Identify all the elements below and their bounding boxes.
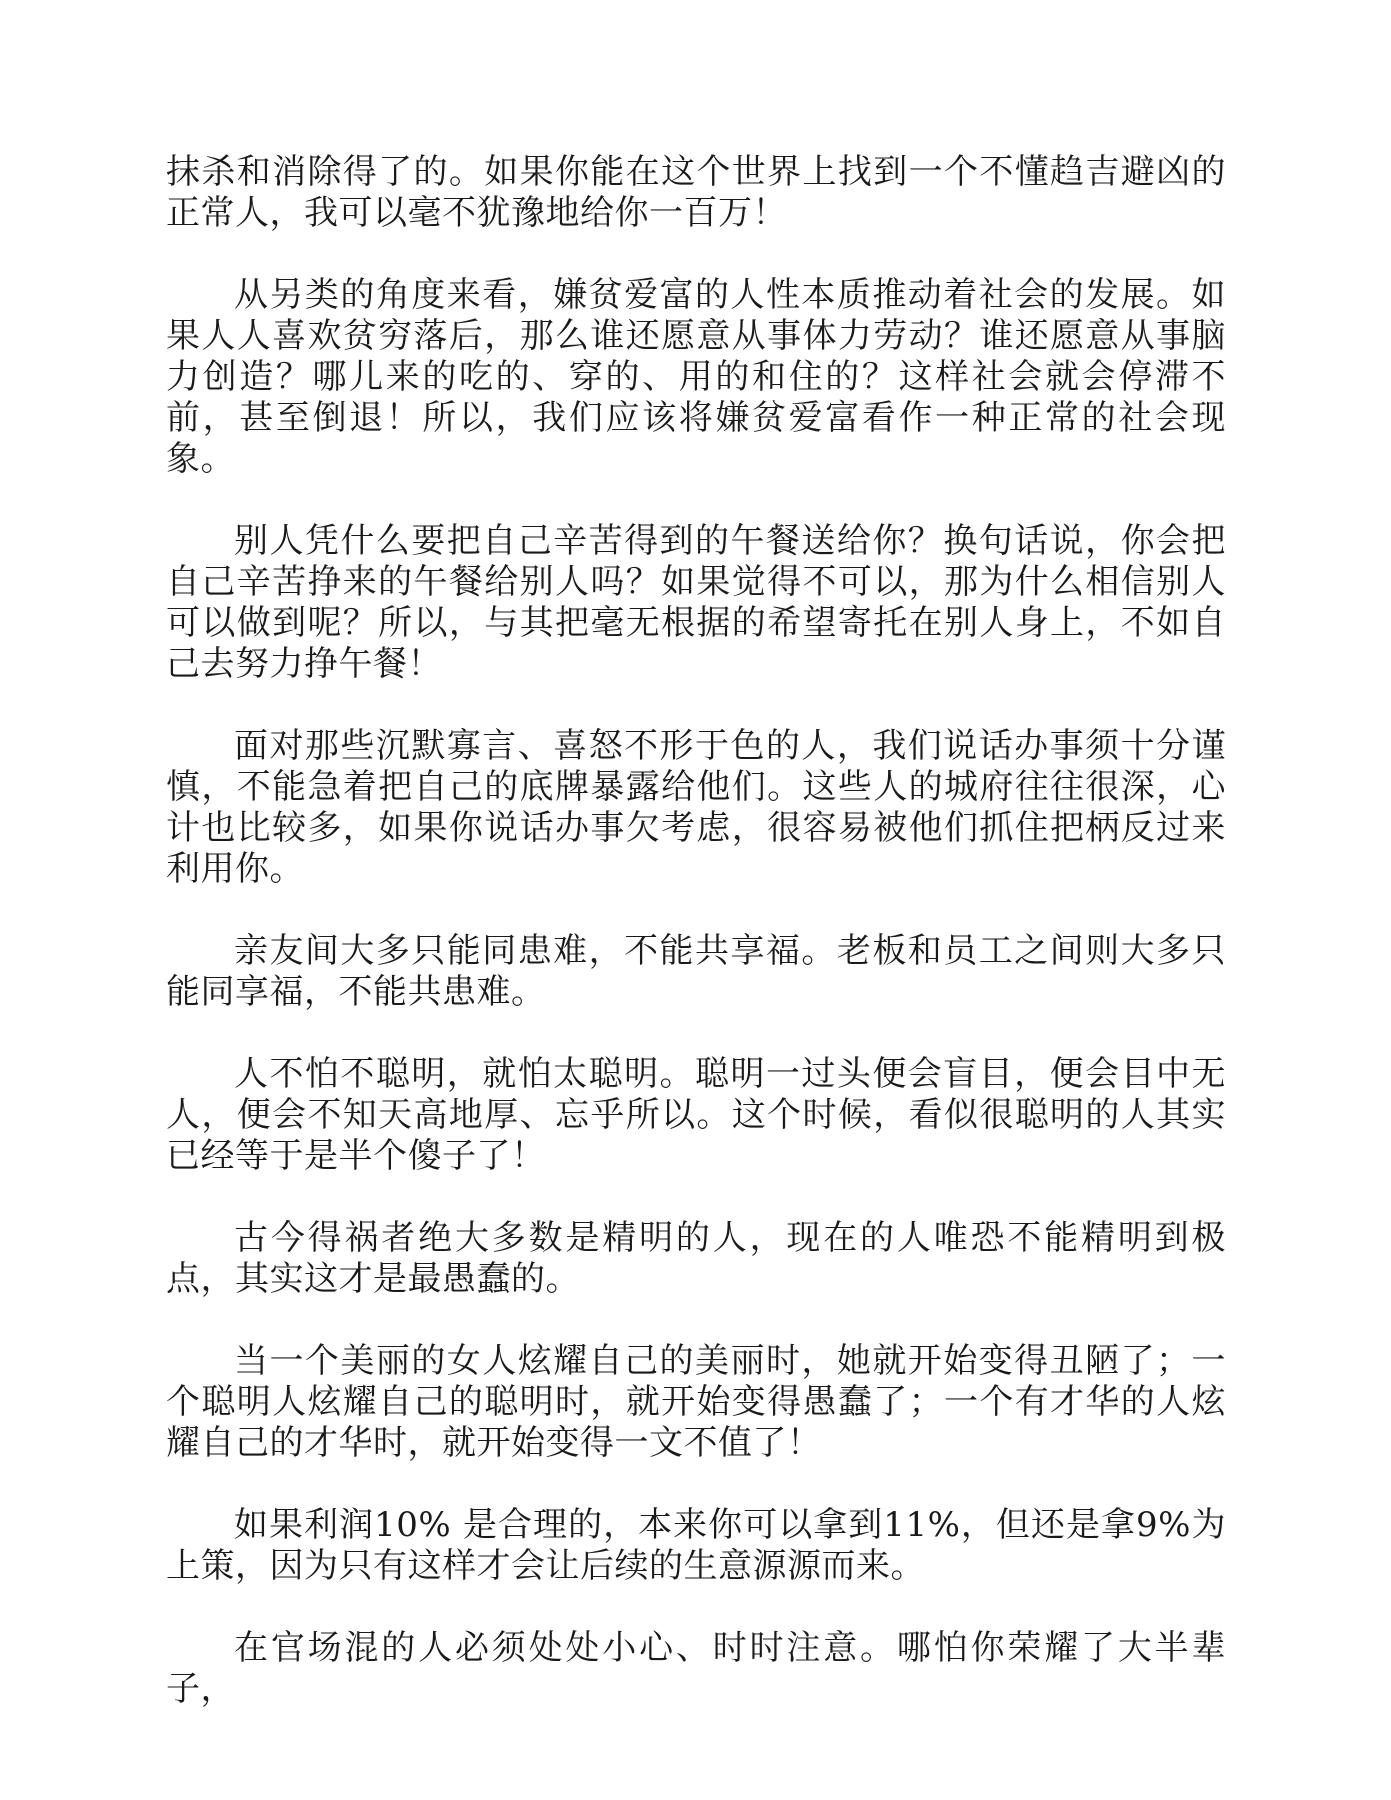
- paragraph-continuation: 抹杀和消除得了的。如果你能在这个世界上找到一个不懂趋吉避凶的正常人，我可以毫不犹豫地给你一百万！: [166, 152, 1226, 233]
- paragraph: 古今得祸者绝大多数是精明的人，现在的人唯恐不能精明到极点，其实这才是最愚蠢的。: [166, 1218, 1226, 1299]
- paragraph-truncated: 在官场混的人必须处处小心、时时注意。哪怕你荣耀了大半辈子，: [166, 1628, 1226, 1709]
- paragraph: 从另类的角度来看，嫌贫爱富的人性本质推动着社会的发展。如果人人喜欢贫穷落后，那么谁还愿意从事体力劳动？谁还愿意从事脑力创造？哪儿来的吃的、穿的、用的和住的？这样社会就会停滞不前，甚至倒退！所以，我们应该将嫌贫爱富看作一种正常的社会现象。: [166, 275, 1226, 479]
- paragraph: 面对那些沉默寡言、喜怒不形于色的人，我们说话办事须十分谨慎，不能急着把自己的底牌暴露给他们。这些人的城府往往很深，心计也比较多，如果你说话办事欠考虑，很容易被他们抓住把柄反过来利用你。: [166, 726, 1226, 889]
- paragraph: 亲友间大多只能同患难，不能共享福。老板和员工之间则大多只能同享福，不能共患难。: [166, 931, 1226, 1012]
- document-body: [166, 152, 1226, 1710]
- paragraph: 人不怕不聪明，就怕太聪明。聪明一过头便会盲目，便会目中无人，便会不知天高地厚、忘乎所以。这个时候，看似很聪明的人其实已经等于是半个傻子了！: [166, 1054, 1226, 1176]
- paragraph: 如果利润10% 是合理的，本来你可以拿到11%，但还是拿9%为上策，因为只有这样才会让后续的生意源源而来。: [166, 1505, 1226, 1586]
- paragraph: 当一个美丽的女人炫耀自己的美丽时，她就开始变得丑陋了；一个聪明人炫耀自己的聪明时，就开始变得愚蠢了；一个有才华的人炫耀自己的才华时，就开始变得一文不值了！: [166, 1341, 1226, 1463]
- paragraph: 别人凭什么要把自己辛苦得到的午餐送给你？换句话说，你会把自己辛苦挣来的午餐给别人吗？如果觉得不可以，那为什么相信别人可以做到呢？所以，与其把毫无根据的希望寄托在别人身上，不如自己去努力挣午餐！: [166, 521, 1226, 684]
